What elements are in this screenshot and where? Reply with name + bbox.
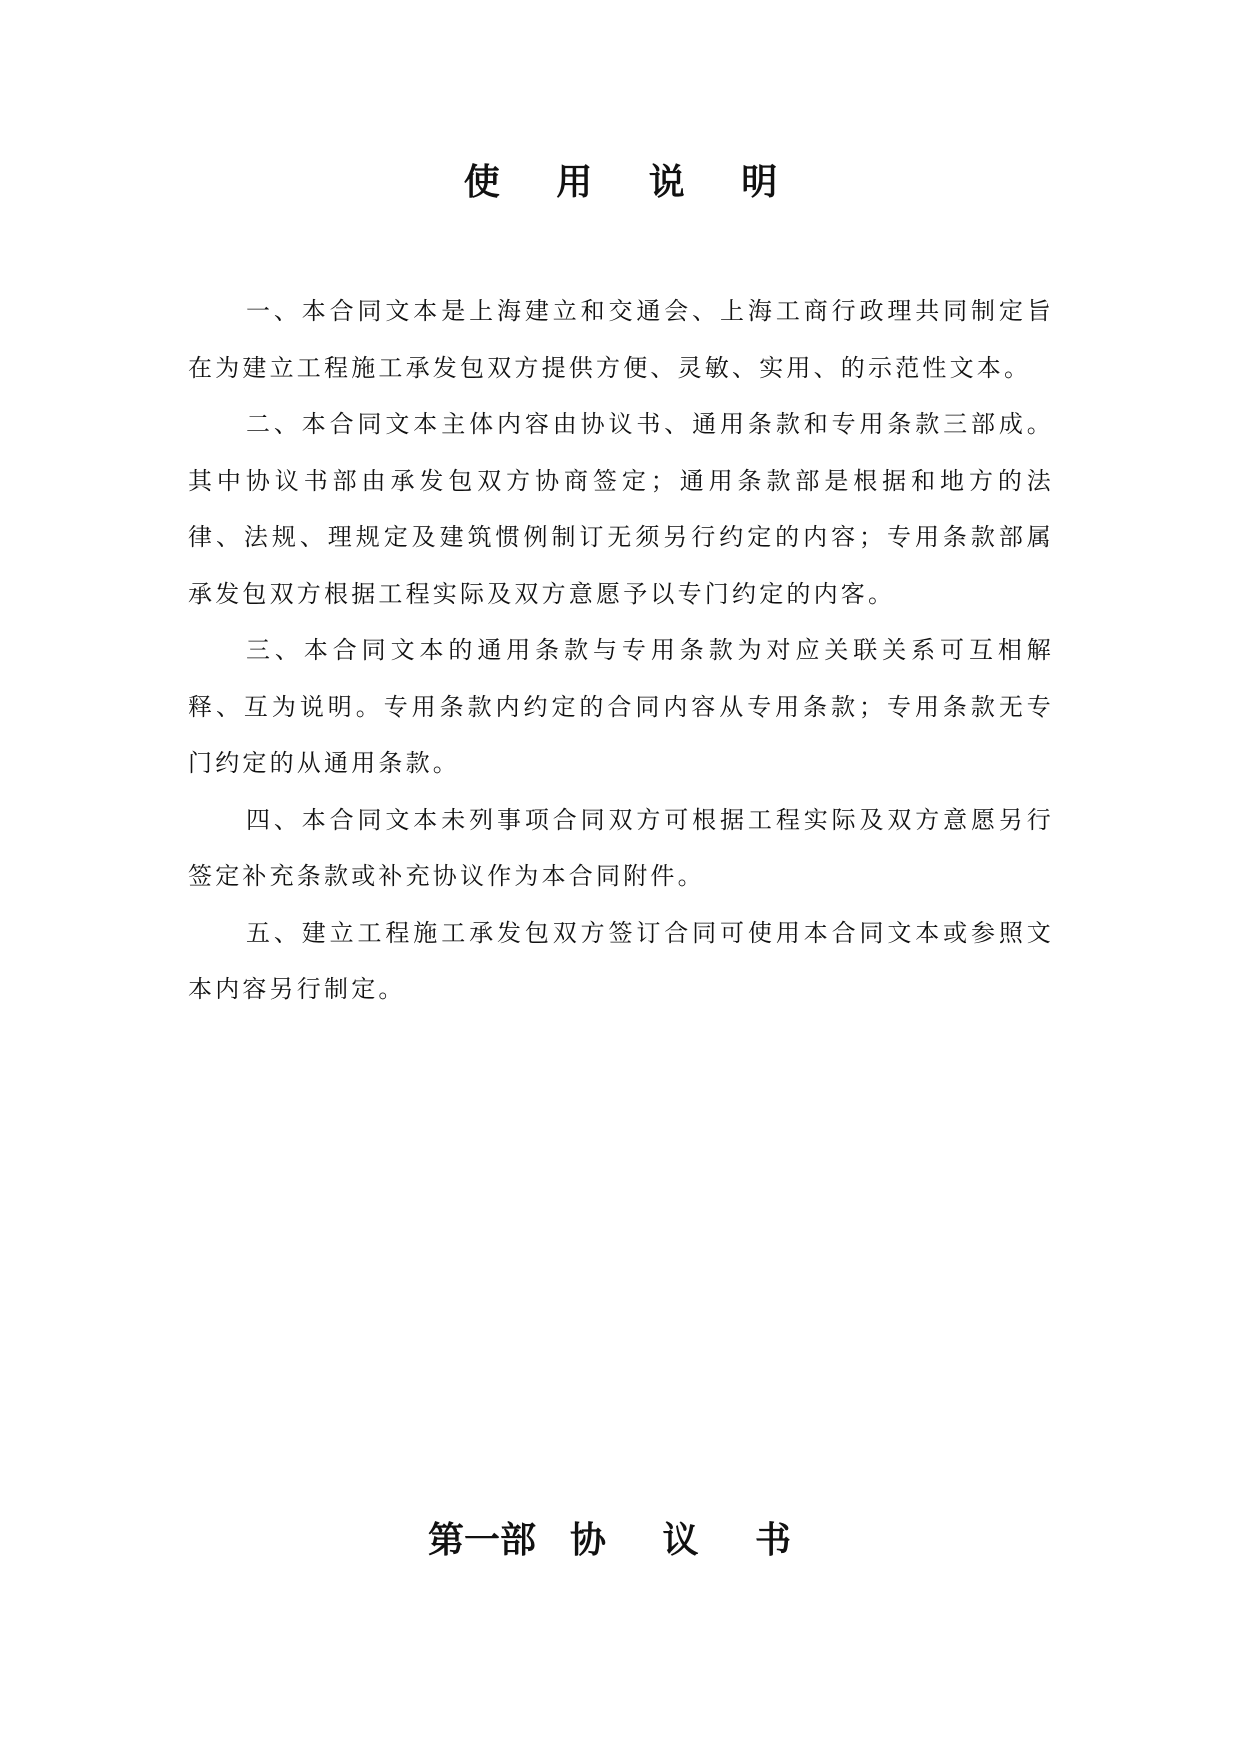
- part-number: 第一部: [427, 1519, 536, 1561]
- instructions-body: [188, 283, 1054, 1018]
- paragraph-2: 二、本合同文本主体内容由协议书、通用条款和专用条款三部成。其中协议书部由承发包双方协商签定；通用条款部是根据和地方的法律、法规、理规定及建筑惯例制订无须另行约定的内容；专用条款部属承发包双方根据工程实际及双方意愿予以专门约定的内客。: [188, 410, 1054, 608]
- paragraph-1: 一、本合同文本是上海建立和交通会、上海工商行政理共同制定旨在为建立工程施工承发包双方提供方便、灵敏、实用、的示范性文本。: [188, 297, 1054, 382]
- paragraph-4: 四、本合同文本未列事项合同双方可根据工程实际及双方意愿另行签定补充条款或补充协议作为本合同附件。: [188, 805, 1054, 890]
- paragraph-3: 三、本合同文本的通用条款与专用条款为对应关联关系可互相解释、互为说明。专用条款内约定的合同内容从专用条款；专用条款无专门约定的从通用条款。: [188, 636, 1054, 777]
- part-name: 协 议 书: [569, 1519, 814, 1561]
- page-title: 使 用 说 明: [463, 161, 800, 203]
- paragraph-5: 五、建立工程施工承发包双方签订合同可使用本合同文本或参照文本内容另行制定。: [188, 918, 1054, 1003]
- part-heading: [0, 1516, 1241, 1564]
